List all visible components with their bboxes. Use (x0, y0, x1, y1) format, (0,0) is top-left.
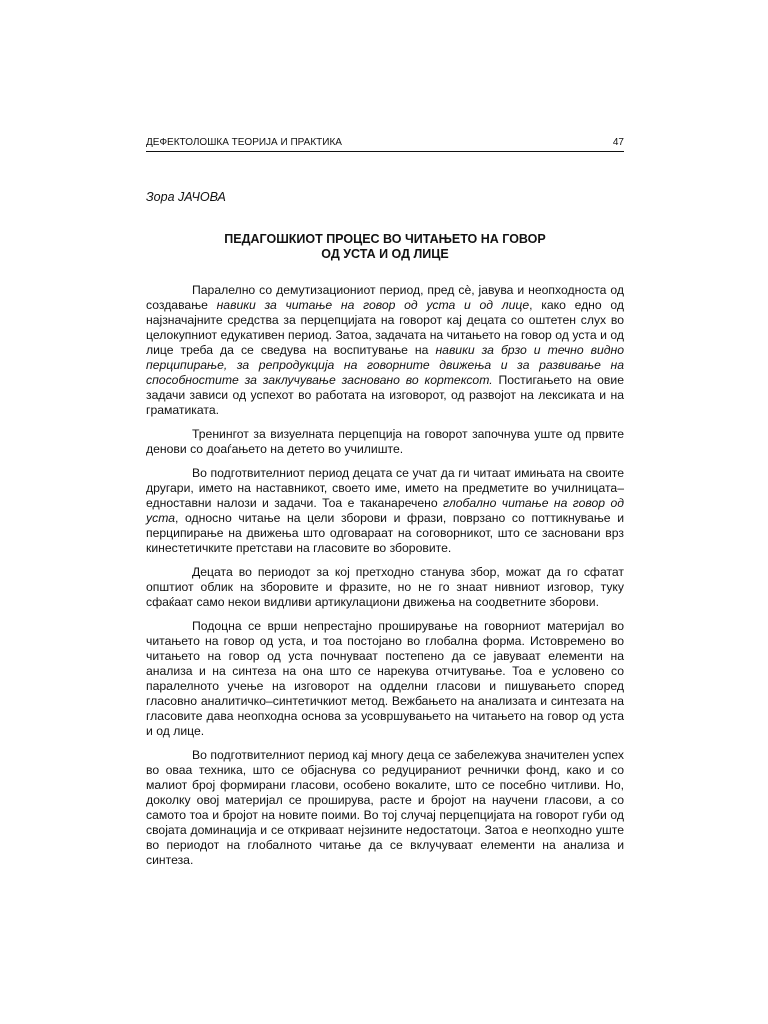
paragraph (146, 427, 624, 457)
text-run: Постигањето на овие задачи зависи од успехот во работата на изговорот, од развојот на лексиката и на граматиката. (146, 373, 624, 417)
italic-run: глобално читање на говор од уста (146, 496, 624, 525)
italic-run: навики за читање на говор од уста и од лице (216, 298, 530, 312)
text-run: Децата во периодот за кој претходно станува збор, можат да го сфатат општиот облик на зборовите и фразите, но не го знаат нивниот изговор, туку сфаќаат само некои видливи артикулациони движења на соодветните зборови. (146, 565, 624, 609)
title-line-1: ПЕДАГОШКИОТ ПРОЦЕС ВО ЧИТАЊЕТО НА ГОВОР (224, 232, 546, 246)
author-name: Зора ЈАЧОВА (146, 190, 226, 204)
text-run: , односно читање на цели зборови и фрази, поврзано со поттикнување и перципирање на движења што одговараат на соговорникот, што се засновани врз кинестетичките претстави на гласовите во зборовите. (146, 511, 624, 555)
paragraph (146, 619, 624, 739)
title-line-2: ОД УСТА И ОД ЛИЦЕ (321, 247, 449, 261)
text-run: Во подготвителниот период кај многу деца се забележува значителен успех во оваа техника, што се објаснува со редуцираниот речнички фонд, како и со малиот број формирани гласови, особено вокалите, што се посебно читливи. Но, доколку овој материјал се проширува, расте и бројот на научени гласови, а со самото тоа и бројот на новите поими. Во тој случај перцепцијата на говорот губи од својата доминација и се откриваат нејзините недостатоци. Затоа е неопходно уште во периодот на глобалното читање да се вклучуваат елементи на анализа и синтеза. (146, 748, 624, 867)
text-run: Подоцна се врши непрестајно проширување на говорниот материјал во читањето на говор од уста, и тоа постојано во глобална форма. Истовремено во читањето на говор од уста почнуваат постепено да се јавуваат елементи на анализа и на синтеза на она што се нарекува отчитување. Тоа е условено со паралелното учење на изговорот на одделни гласови и пишувањето според гласовно аналитичко–синтетичкиот метод. Вежбањето на анализата и синтезата на гласовите дава неопходна основа за усовршувањето на читањето на говор од уста и од лице. (146, 619, 624, 738)
paragraph (146, 466, 624, 556)
italic-run: навики за брзо и течно видно перципирање, за репродукција на говорните движења и за развивање на способностите за заклучување засновано во кортексот. (146, 343, 624, 387)
text-run: Тренингот за визуелната перцепција на говорот започнува уште од првите денови со доаѓањето на детето во училиште. (146, 427, 624, 456)
running-header (146, 136, 624, 152)
page-number: 47 (612, 137, 624, 148)
text-run: Во подготвителниот период децата се учат да ги читаат имињата на своите другари, името на наставникот, своето име, името на предметите во училницата–едноставни налози и задачи. Тоа е таканаречено (146, 466, 624, 510)
article-title (146, 232, 624, 262)
article-body (146, 283, 624, 877)
journal-title: ДЕФЕКТОЛОШКА ТЕОРИЈА И ПРАКТИКА (146, 137, 342, 148)
paragraph (146, 748, 624, 868)
paragraph (146, 565, 624, 610)
text-run: , како едно од најзначајните средства за перцепцијата на говорот кај децата со оштетен слух во целокупниот едукативен период. Затоа, задачата на читањето на говор од уста и од лице треба да се сведува на воспитување на (146, 298, 625, 357)
paragraph (146, 283, 624, 418)
text-run: Паралелно со демутизациониот период, пред сѐ, јавува и неопходноста од создавање (146, 283, 624, 312)
